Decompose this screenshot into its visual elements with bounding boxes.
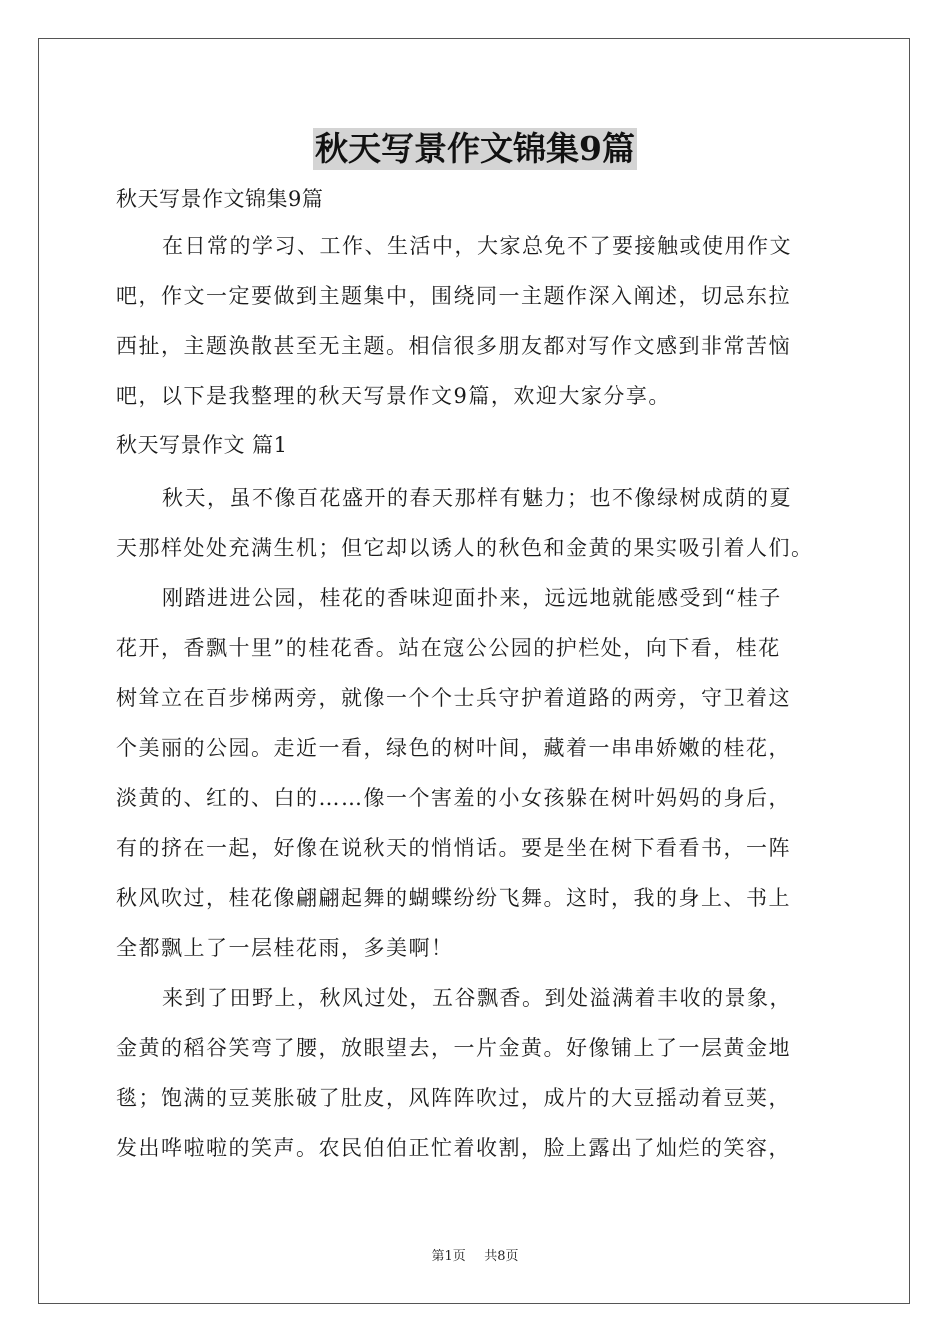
paragraph-line: 吧，作文一定要做到主题集中，围绕同一主题作深入阐述，切忌东拉: [116, 284, 791, 308]
paragraph-line: 树耸立在百步梯两旁，就像一个个士兵守护着道路的两旁，守卫着这: [116, 686, 791, 710]
paragraph-line: 西扯，主题涣散甚至无主题。相信很多朋友都对写作文感到非常苦恼: [116, 334, 791, 358]
section-heading: 秋天写景作文 篇1: [116, 433, 288, 457]
document-title: 秋天写景作文锦集9篇: [315, 129, 635, 168]
paragraph-line: 发出哗啦啦的笑声。农民伯伯正忙着收割，脸上露出了灿烂的笑容，: [116, 1136, 791, 1160]
intro-paragraph: [116, 221, 838, 421]
paragraph-line: 刚踏进进公园，桂花的香味迎面扑来，远远地就能感受到“桂子: [162, 586, 782, 610]
paragraph-line: 个美丽的公园。走近一看，绿色的树叶间，藏着一串串娇嫩的桂花，: [116, 736, 791, 760]
paragraph-line: 金黄的稻谷笑弯了腰，放眼望去，一片金黄。好像铺上了一层黄金地: [116, 1036, 791, 1060]
paragraph-line: 毯；饱满的豆荚胀破了肚皮，风阵阵吹过，成片的大豆摇动着豆荚，: [116, 1086, 791, 1110]
page-number: 第1页: [431, 1249, 466, 1264]
paragraph-line: 花开，香飘十里”的桂花香。站在寇公公园的护栏处，向下看，桂花: [116, 636, 781, 660]
page-footer: [0, 1245, 950, 1264]
paragraph-line: 秋风吹过，桂花像翩翩起舞的蝴蝶纷纷飞舞。这时，我的身上、书上: [116, 886, 791, 910]
paragraph-line: 来到了田野上，秋风过处，五谷飘香。到处溢满着丰收的景象，: [162, 986, 792, 1010]
title-container: [0, 128, 950, 170]
paragraph-line: 淡黄的、红的、白的……像一个害羞的小女孩躲在树叶妈妈的身后，: [116, 786, 791, 810]
document-body: [116, 177, 838, 1173]
paragraph-line: 秋天，虽不像百花盛开的春天那样有魅力；也不像绿树成荫的夏: [162, 486, 792, 510]
paragraph-2: [116, 573, 838, 973]
paragraph-line: 吧，以下是我整理的秋天写景作文9篇，欢迎大家分享。: [116, 384, 671, 408]
paragraph-line: 全都飘上了一层桂花雨，多美啊！: [116, 936, 454, 960]
paragraph-3: [116, 973, 838, 1173]
total-pages: 共8页: [484, 1249, 519, 1264]
paragraph-1: [116, 473, 838, 573]
paragraph-line: 天那样处处充满生机；但它却以诱人的秋色和金黄的果实吸引着人们。: [116, 536, 814, 560]
document-subtitle: 秋天写景作文锦集9篇: [116, 187, 324, 211]
paragraph-line: 在日常的学习、工作、生活中，大家总免不了要接触或使用作文: [162, 234, 792, 258]
paragraph-line: 有的挤在一起，好像在说秋天的悄悄话。要是坐在树下看看书，一阵: [116, 836, 791, 860]
